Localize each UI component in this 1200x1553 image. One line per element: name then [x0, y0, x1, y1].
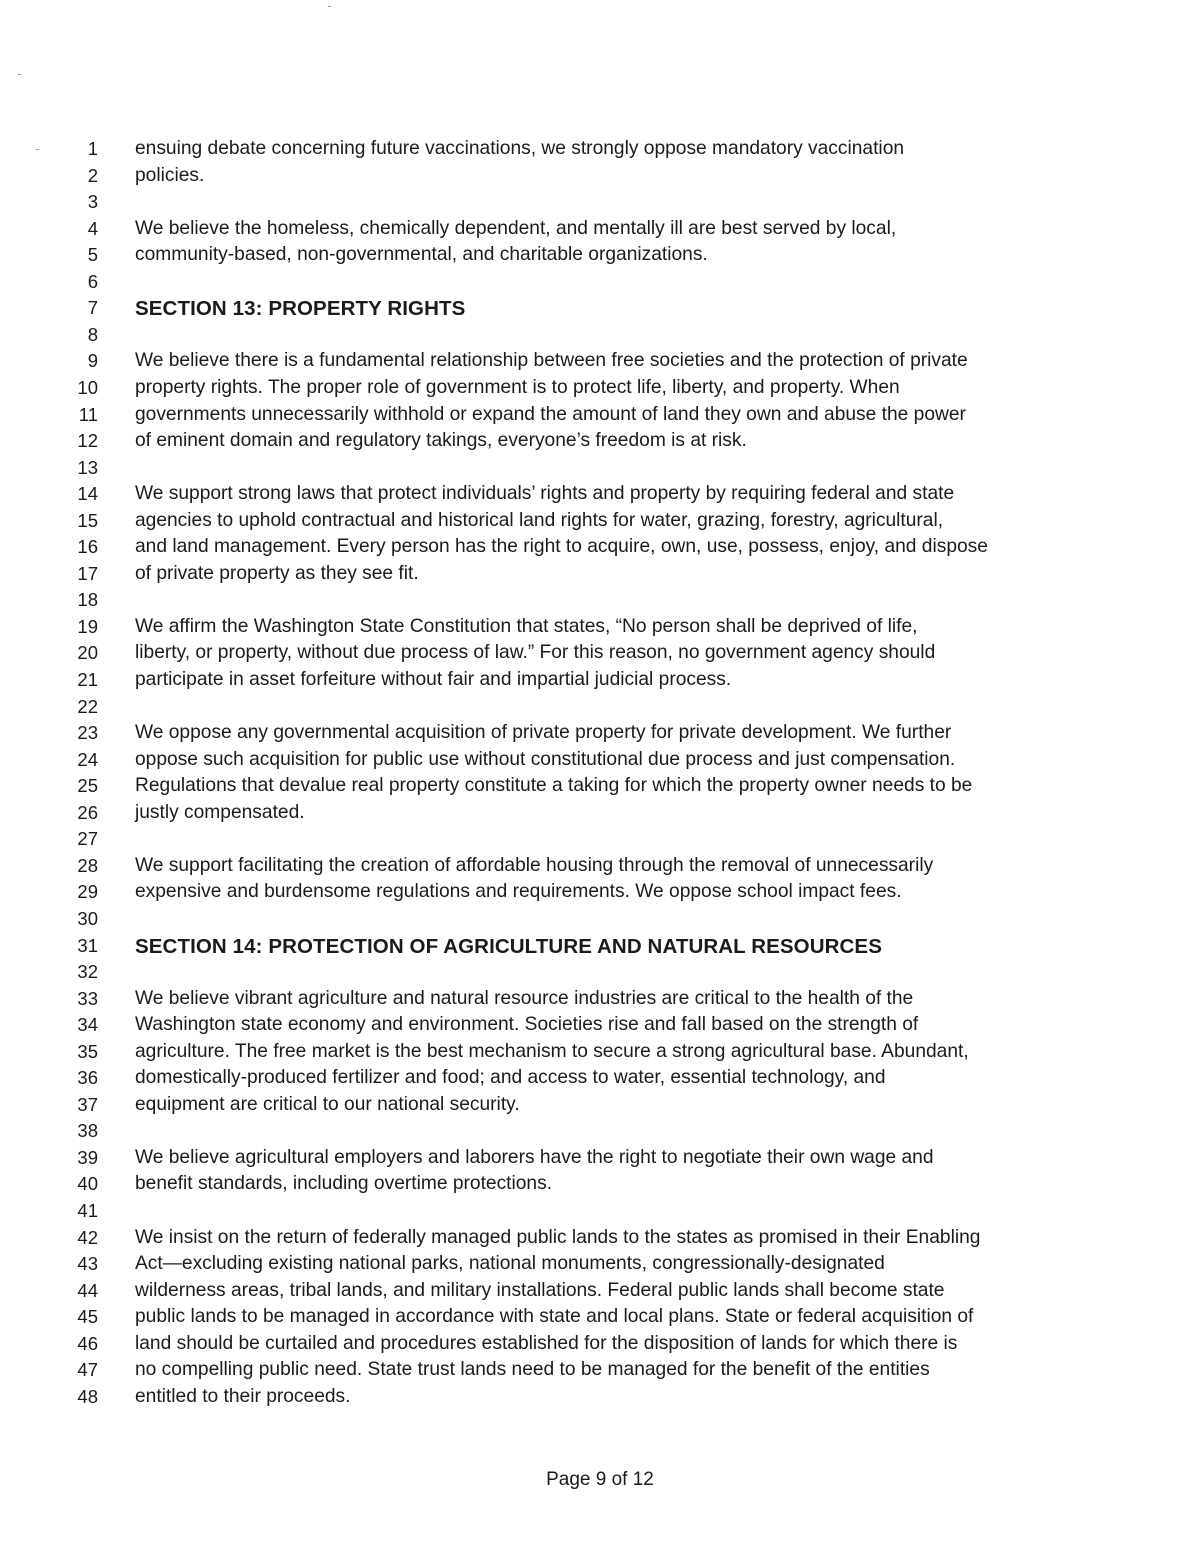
line-number: 23: [77, 722, 98, 744]
line-number: 28: [77, 854, 98, 876]
line-text: We insist on the return of federally managed public lands to the states as promised in their Enabling: [135, 1226, 981, 1248]
line-number: 21: [77, 669, 98, 690]
text-line: [0, 189, 1200, 216]
text-line: [0, 508, 1200, 535]
line-number: 39: [77, 1146, 98, 1168]
text-line: [0, 269, 1200, 296]
section-heading: SECTION 13: PROPERTY RIGHTS: [135, 297, 466, 321]
line-number: 43: [77, 1253, 98, 1275]
line-text: entitled to their proceeds.: [135, 1385, 351, 1407]
line-number: 34: [77, 1014, 98, 1036]
line-text: liberty, or property, without due process of law.” For this reason, no government agency should: [135, 642, 936, 664]
line-text: oppose such acquisition for public use without constitutional due process and just compensation.: [135, 748, 956, 770]
line-number: 40: [77, 1173, 98, 1195]
line-text: agencies to uphold contractual and historical land rights for water, grazing, forestry, agricultural,: [135, 509, 944, 531]
line-text: We believe agricultural employers and laborers have the right to negotiate their own wage and: [135, 1146, 934, 1168]
line-number: 4: [87, 217, 98, 239]
text-line: [0, 1357, 1200, 1384]
line-text: participate in asset forfeiture without fair and impartial judicial process.: [135, 669, 732, 690]
scan-speck: [18, 74, 21, 75]
text-line: [0, 1198, 1200, 1225]
line-text: community-based, non-governmental, and charitable organizations.: [135, 244, 708, 266]
line-number: 48: [77, 1385, 98, 1407]
line-number: 41: [77, 1200, 98, 1221]
text-line: [0, 1251, 1200, 1278]
line-number: 19: [77, 615, 98, 637]
line-number: 20: [77, 642, 98, 664]
line-number: 14: [77, 483, 98, 505]
text-line: [0, 1278, 1200, 1305]
line-number: 32: [77, 961, 98, 983]
text-line: [0, 826, 1200, 853]
line-text: Regulations that devalue real property constitute a taking for which the property owner needs to be: [135, 775, 973, 797]
line-number: 42: [77, 1226, 98, 1248]
line-number: 36: [77, 1067, 98, 1089]
line-number: 22: [77, 695, 98, 717]
text-line: [0, 1145, 1200, 1172]
line-number: 35: [77, 1040, 98, 1062]
text-line: [0, 242, 1200, 269]
text-line: [0, 322, 1200, 349]
line-text: and land management. Every person has the right to acquire, own, use, possess, enjoy, and dispose: [135, 536, 988, 558]
line-text: equipment are critical to our national security.: [135, 1093, 520, 1115]
line-number: 27: [77, 828, 98, 850]
text-line: [0, 800, 1200, 827]
line-text: expensive and burdensome regulations and requirements. We oppose school impact fees.: [135, 881, 902, 903]
line-text: of private property as they see fit.: [135, 562, 419, 584]
line-number: 13: [77, 456, 98, 478]
text-line: [0, 906, 1200, 933]
line-number: 31: [77, 934, 98, 956]
line-number: 5: [87, 244, 98, 266]
line-number: 38: [77, 1120, 98, 1142]
text-line: [0, 853, 1200, 880]
line-number: 12: [77, 430, 98, 452]
line-number: 29: [77, 881, 98, 903]
line-text: public lands to be managed in accordance with state and local plans. State or federal acquisition of: [135, 1306, 974, 1328]
text-line: [0, 534, 1200, 561]
text-line: [0, 136, 1200, 163]
text-line: [0, 879, 1200, 906]
text-line: [0, 694, 1200, 721]
text-line: [0, 1225, 1200, 1252]
text-line: [0, 720, 1200, 747]
line-number: 3: [87, 191, 98, 213]
text-line: [0, 481, 1200, 508]
text-line: [0, 402, 1200, 429]
text-line: [0, 1065, 1200, 1092]
line-text: governments unnecessarily withhold or expand the amount of land they own and abuse the power: [135, 403, 966, 425]
text-line: [0, 1171, 1200, 1198]
line-number: 33: [77, 987, 98, 1009]
text-line: [0, 1331, 1200, 1358]
text-line: [0, 163, 1200, 190]
text-line: [0, 1304, 1200, 1331]
line-number: 9: [87, 350, 98, 372]
line-text: We oppose any governmental acquisition of private property for private development. We further: [135, 722, 952, 744]
line-number: 30: [77, 907, 98, 929]
line-text: Act—excluding existing national parks, national monuments, congressionally-designated: [135, 1253, 885, 1275]
text-line: [0, 428, 1200, 455]
line-number: 16: [77, 536, 98, 558]
line-number: 18: [77, 589, 98, 611]
line-text: We believe vibrant agriculture and natural resource industries are critical to the health of the: [135, 987, 914, 1009]
line-text: property rights. The proper role of government is to protect life, liberty, and property. When: [135, 376, 900, 398]
line-number: 45: [77, 1306, 98, 1328]
section-heading: SECTION 14: PROTECTION OF AGRICULTURE AND NATURAL RESOURCES: [135, 934, 882, 958]
line-text: ensuing debate concerning future vaccinations, we strongly oppose mandatory vaccination: [135, 138, 905, 159]
text-line: [0, 1384, 1200, 1411]
line-text: domestically-produced fertilizer and food; and access to water, essential technology, and: [135, 1067, 886, 1089]
line-number: 8: [87, 323, 98, 345]
text-line: [0, 1118, 1200, 1145]
line-number: 24: [77, 748, 98, 770]
line-text: wilderness areas, tribal lands, and military installations. Federal public lands shall become state: [135, 1279, 945, 1301]
text-line: [0, 216, 1200, 243]
line-number: 46: [77, 1332, 98, 1354]
scan-speck: [328, 6, 331, 7]
text-line: [0, 986, 1200, 1013]
text-line: [0, 561, 1200, 588]
line-number: 6: [87, 270, 98, 292]
text-line: [0, 375, 1200, 402]
text-line: [0, 614, 1200, 641]
text-line: [0, 348, 1200, 375]
line-text: Washington state economy and environment. Societies rise and fall based on the strength of: [135, 1014, 919, 1036]
text-line: [0, 667, 1200, 694]
line-number: 11: [78, 403, 98, 425]
text-line: [0, 1012, 1200, 1039]
text-line: [0, 1092, 1200, 1119]
line-text: of eminent domain and regulatory takings, everyone’s freedom is at risk.: [135, 430, 747, 452]
line-number: 37: [77, 1093, 98, 1115]
text-line: [0, 959, 1200, 986]
line-text: no compelling public need. State trust lands need to be managed for the benefit of the entities: [135, 1359, 930, 1381]
line-text: justly compensated.: [135, 801, 305, 823]
line-text: We affirm the Washington State Constitution that states, “No person shall be deprived of life,: [135, 615, 918, 637]
line-number: 7: [87, 297, 98, 319]
line-number: 17: [77, 562, 98, 584]
line-text: land should be curtailed and procedures established for the disposition of lands for which there is: [135, 1332, 958, 1354]
text-line: [0, 1039, 1200, 1066]
text-line: [0, 587, 1200, 614]
line-text: We believe the homeless, chemically dependent, and mentally ill are best served by local,: [135, 217, 897, 239]
line-text: We support facilitating the creation of affordable housing through the removal of unnecessarily: [135, 854, 934, 876]
text-line: [0, 640, 1200, 667]
line-number: 47: [77, 1359, 98, 1381]
line-number: 25: [77, 775, 98, 797]
line-text: We believe there is a fundamental relationship between free societies and the protection of private: [135, 350, 968, 372]
line-text: agriculture. The free market is the best mechanism to secure a strong agricultural base. Abundant,: [135, 1040, 969, 1062]
line-number: 1: [87, 138, 98, 159]
page-number: Page 9 of 12: [546, 1469, 654, 1490]
text-line: [0, 455, 1200, 482]
section-heading-line: [0, 295, 1200, 322]
line-text: We support strong laws that protect individuals’ rights and property by requiring federal and state: [135, 483, 955, 505]
line-number: 15: [77, 509, 98, 531]
text-line: [0, 747, 1200, 774]
line-number: 44: [77, 1279, 98, 1301]
line-text: policies.: [135, 164, 205, 186]
line-number: 2: [87, 164, 98, 186]
text-line: [0, 773, 1200, 800]
line-number: 10: [77, 376, 98, 398]
section-heading-line: [0, 933, 1200, 960]
line-number: 26: [77, 801, 98, 823]
line-text: benefit standards, including overtime protections.: [135, 1173, 553, 1195]
